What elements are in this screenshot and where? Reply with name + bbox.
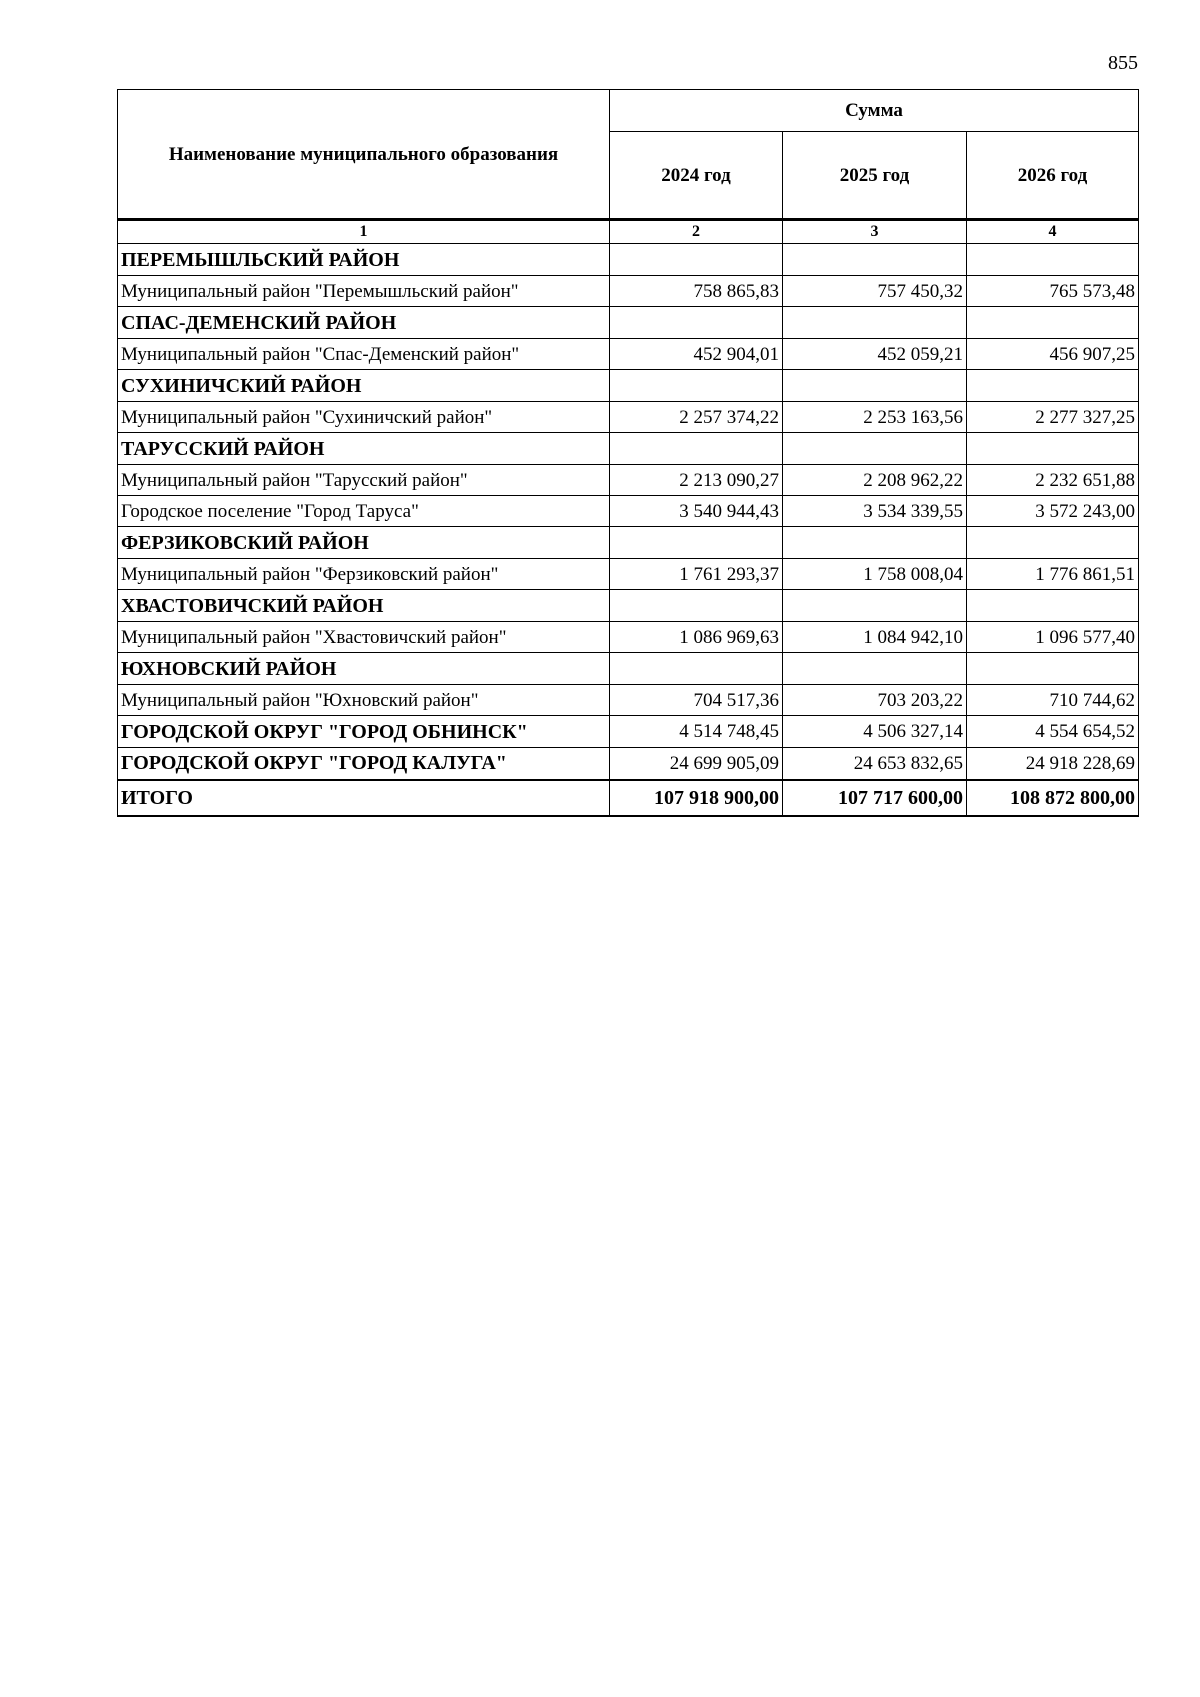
value-2025: 2 208 962,22 bbox=[783, 465, 967, 496]
value-2025 bbox=[783, 590, 967, 622]
row-name: Муниципальный район "Тарусский район" bbox=[118, 465, 610, 496]
value-2024 bbox=[610, 244, 783, 276]
value-2026: 710 744,62 bbox=[967, 685, 1139, 716]
row-name: ГОРОДСКОЙ ОКРУГ "ГОРОД КАЛУГА" bbox=[118, 748, 610, 780]
value-2026 bbox=[967, 653, 1139, 685]
value-2024: 1 086 969,63 bbox=[610, 622, 783, 653]
value-2024: 4 514 748,45 bbox=[610, 716, 783, 748]
table-row bbox=[118, 622, 1139, 653]
value-2026 bbox=[967, 370, 1139, 402]
value-2026: 4 554 654,52 bbox=[967, 716, 1139, 748]
value-2026: 765 573,48 bbox=[967, 276, 1139, 307]
header-year-2024: 2024 год bbox=[610, 132, 783, 220]
row-name: ХВАСТОВИЧСКИЙ РАЙОН bbox=[118, 590, 610, 622]
value-2026: 2 232 651,88 bbox=[967, 465, 1139, 496]
value-2024: 2 257 374,22 bbox=[610, 402, 783, 433]
value-2026 bbox=[967, 527, 1139, 559]
region-row bbox=[118, 244, 1139, 276]
row-name: Муниципальный район "Хвастовичский район" bbox=[118, 622, 610, 653]
table-row bbox=[118, 748, 1139, 780]
value-2025: 703 203,22 bbox=[783, 685, 967, 716]
table-row bbox=[118, 276, 1139, 307]
value-2026: 1 096 577,40 bbox=[967, 622, 1139, 653]
value-2025: 107 717 600,00 bbox=[783, 780, 967, 816]
budget-table bbox=[117, 89, 1139, 817]
value-2024: 758 865,83 bbox=[610, 276, 783, 307]
value-2024: 2 213 090,27 bbox=[610, 465, 783, 496]
value-2026: 2 277 327,25 bbox=[967, 402, 1139, 433]
value-2024 bbox=[610, 370, 783, 402]
region-row bbox=[118, 590, 1139, 622]
value-2024 bbox=[610, 433, 783, 465]
column-number: 2 bbox=[610, 220, 783, 244]
column-number-row bbox=[118, 220, 1139, 244]
value-2025: 4 506 327,14 bbox=[783, 716, 967, 748]
table-row bbox=[118, 465, 1139, 496]
value-2025 bbox=[783, 433, 967, 465]
table-row bbox=[118, 339, 1139, 370]
table-row bbox=[118, 496, 1139, 527]
value-2024: 24 699 905,09 bbox=[610, 748, 783, 780]
value-2025: 2 253 163,56 bbox=[783, 402, 967, 433]
header-year-2025: 2025 год bbox=[783, 132, 967, 220]
table-row bbox=[118, 685, 1139, 716]
row-name: СУХИНИЧСКИЙ РАЙОН bbox=[118, 370, 610, 402]
row-name: Муниципальный район "Спас-Деменский район" bbox=[118, 339, 610, 370]
region-row bbox=[118, 527, 1139, 559]
column-number: 3 bbox=[783, 220, 967, 244]
value-2024: 704 517,36 bbox=[610, 685, 783, 716]
row-name: СПАС-ДЕМЕНСКИЙ РАЙОН bbox=[118, 307, 610, 339]
value-2025: 1 758 008,04 bbox=[783, 559, 967, 590]
region-row bbox=[118, 653, 1139, 685]
row-name: Муниципальный район "Юхновский район" bbox=[118, 685, 610, 716]
value-2026 bbox=[967, 307, 1139, 339]
value-2024: 107 918 900,00 bbox=[610, 780, 783, 816]
page-number: 855 bbox=[1108, 52, 1138, 74]
table-row bbox=[118, 559, 1139, 590]
row-name: ФЕРЗИКОВСКИЙ РАЙОН bbox=[118, 527, 610, 559]
row-name: Городское поселение "Город Таруса" bbox=[118, 496, 610, 527]
row-name: ГОРОДСКОЙ ОКРУГ "ГОРОД ОБНИНСК" bbox=[118, 716, 610, 748]
region-row bbox=[118, 370, 1139, 402]
table-body bbox=[118, 220, 1139, 816]
row-name: ТАРУССКИЙ РАЙОН bbox=[118, 433, 610, 465]
value-2025: 1 084 942,10 bbox=[783, 622, 967, 653]
row-name: ЮХНОВСКИЙ РАЙОН bbox=[118, 653, 610, 685]
value-2025: 24 653 832,65 bbox=[783, 748, 967, 780]
value-2025 bbox=[783, 307, 967, 339]
value-2026: 3 572 243,00 bbox=[967, 496, 1139, 527]
region-row bbox=[118, 307, 1139, 339]
row-name: ИТОГО bbox=[118, 780, 610, 816]
value-2025: 757 450,32 bbox=[783, 276, 967, 307]
table-row bbox=[118, 716, 1139, 748]
row-name: Муниципальный район "Сухиничский район" bbox=[118, 402, 610, 433]
value-2026: 1 776 861,51 bbox=[967, 559, 1139, 590]
value-2026 bbox=[967, 590, 1139, 622]
value-2024 bbox=[610, 653, 783, 685]
value-2026 bbox=[967, 433, 1139, 465]
value-2025 bbox=[783, 527, 967, 559]
value-2025 bbox=[783, 244, 967, 276]
value-2024 bbox=[610, 307, 783, 339]
row-name: ПЕРЕМЫШЛЬСКИЙ РАЙОН bbox=[118, 244, 610, 276]
value-2026: 108 872 800,00 bbox=[967, 780, 1139, 816]
value-2025 bbox=[783, 653, 967, 685]
value-2026 bbox=[967, 244, 1139, 276]
value-2024 bbox=[610, 527, 783, 559]
value-2025 bbox=[783, 370, 967, 402]
region-row bbox=[118, 433, 1139, 465]
table-row bbox=[118, 402, 1139, 433]
value-2025: 452 059,21 bbox=[783, 339, 967, 370]
column-number: 4 bbox=[967, 220, 1139, 244]
value-2024: 1 761 293,37 bbox=[610, 559, 783, 590]
value-2025: 3 534 339,55 bbox=[783, 496, 967, 527]
row-name: Муниципальный район "Ферзиковский район" bbox=[118, 559, 610, 590]
value-2024: 452 904,01 bbox=[610, 339, 783, 370]
header-name-column: Наименование муниципального образования bbox=[118, 90, 610, 220]
row-name: Муниципальный район "Перемышльский район" bbox=[118, 276, 610, 307]
value-2026: 456 907,25 bbox=[967, 339, 1139, 370]
value-2024: 3 540 944,43 bbox=[610, 496, 783, 527]
value-2024 bbox=[610, 590, 783, 622]
column-number: 1 bbox=[118, 220, 610, 244]
header-sum-group: Сумма bbox=[610, 90, 1139, 132]
total-row bbox=[118, 780, 1139, 816]
value-2026: 24 918 228,69 bbox=[967, 748, 1139, 780]
header-year-2026: 2026 год bbox=[967, 132, 1139, 220]
